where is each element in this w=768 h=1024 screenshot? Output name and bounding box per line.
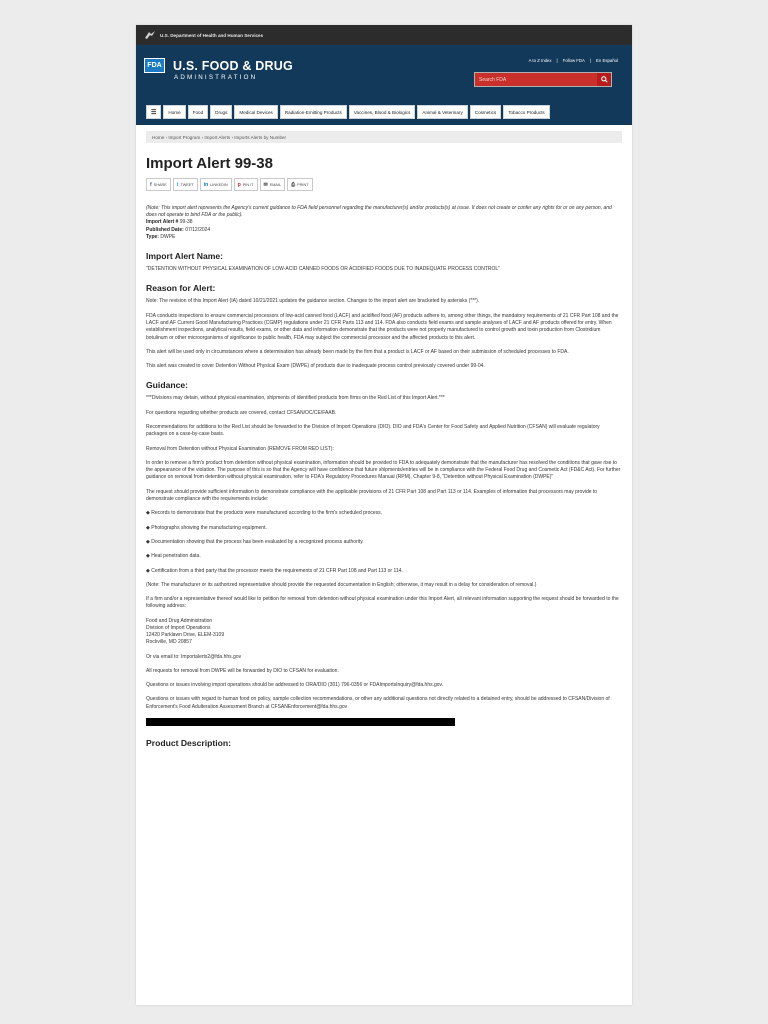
email-icon: ✉	[263, 181, 268, 188]
share-facebook-button[interactable]	[146, 178, 171, 191]
meta-label: Import Alert #	[146, 219, 179, 226]
breadcrumb-import-alerts[interactable]: Import Alerts	[204, 134, 231, 140]
nav-item-food[interactable]: Food	[188, 105, 208, 119]
paragraph: This alert was created to cover Detention Without Physical Exam (DWPE) of products due to inadequate process control previously covered under 99-04.	[146, 363, 485, 370]
util-link-follow[interactable]: Follow FDA	[562, 58, 585, 63]
meta-label: Type:	[146, 233, 159, 240]
paragraph: For questions regarding whether products are covered, contact CFSAN/OC/CE/FAAB.	[146, 409, 337, 416]
mailing-address	[146, 618, 622, 647]
nav-item-drugs[interactable]: Drugs	[210, 105, 232, 119]
paragraph: FDA conducts inspections to ensure commercial processors of low-acid canned food (LACF) and acidified food (AF) products adhere to, among other things, the mandatory requirements of 21 CFR Part 108 and the LACF and AF Current Good Manufacturing Practices (CGMP) regulations under 21 CFR Parts 113 and 114. FDA also conducts field exams and sample analyses of LACF and AF products offered for entry. When establishment inspections, analytical results, field exams, or other data and information demonstrate that the products were not properly manufactured to control growth and toxin production from Clostridium botulinum or other microorganisms of significance to public health, FDA may subject the commercial processor and the affected products to this alert.	[146, 312, 619, 341]
paragraph: Questions or issues with regard to human food on policy, sample collection recommendations, or other any additional questions not directly related to a detained entry, should be addressed to CFSAN/Division of Enforcement's Food Adulteration Assessment Branch at CFSANEnforcement@fda.hhs.gov	[146, 696, 610, 710]
breadcrumb: Home › Import Program › Import Alerts › Imports Alerts by Number	[146, 131, 622, 143]
paragraph: Questions or issues involving import operations should be addressed to ORA/DIO (301) 796-0356 or FDAImportsInquiry@fda.hhs.gov.	[146, 682, 444, 689]
breadcrumb-home[interactable]: Home	[152, 134, 165, 140]
paragraph: Recommendations for additions to the Red List should be forwarded to the Division of Import Operations (DIO). DIO and FDA's Center for Food Safety and Applied Nutrition (CFSAN) will evaluate regulatory packages on a case-by-case basis.	[146, 423, 600, 438]
share-label: PIN IT	[242, 182, 254, 187]
paragraph: If a firm and/or a representative thereof would like to petition for removal from detention without physical examination under this Import Alert, all relevant information supporting the request should be forwarded to the following address:	[146, 596, 619, 610]
util-link-a-to-z[interactable]: A to Z Index	[528, 58, 552, 63]
share-twitter-button[interactable]	[173, 178, 198, 191]
nav-item-vaccines[interactable]: Vaccines, Blood & Biologics	[349, 105, 416, 119]
bullet-item: ◆ Documentation showing that the process has been evaluated by a recognized process authority.	[146, 538, 364, 545]
nav-item-cosmetics[interactable]: Cosmetics	[470, 105, 501, 119]
brand-title[interactable]: U.S. FOOD & DRUG	[173, 59, 293, 73]
bullet-item: ◆ Heat penetration data.	[146, 553, 201, 560]
utility-links	[529, 58, 618, 63]
breadcrumb-by-number[interactable]: Imports Alerts by Number	[234, 134, 287, 140]
nav-item-home[interactable]: Home	[163, 105, 185, 119]
fda-logo[interactable]: FDA	[144, 58, 165, 73]
address-line: 12420 Parklawn Drive, ELEM-3109	[146, 632, 225, 639]
hhs-label[interactable]: U.S. Department of Health and Human Services	[160, 32, 264, 38]
meta-label: Published Date:	[146, 226, 184, 233]
print-button[interactable]	[287, 178, 312, 191]
paragraph: (Note: The manufacturer or its authorized representative should provide the requested documentation in English; otherwise, it may result in a delay for consideration of removal.)	[146, 581, 537, 588]
facebook-icon: f	[150, 181, 152, 188]
search-button[interactable]	[597, 73, 611, 86]
nav-item-animal[interactable]: Animal & Veterinary	[417, 105, 467, 119]
published-date: 07/12/2024	[185, 226, 211, 233]
share-label: LINKEDIN	[210, 182, 228, 187]
search-box	[474, 72, 612, 87]
share-label: EMAIL	[269, 182, 282, 187]
print-icon: ⎙	[291, 181, 296, 188]
import-alert-number: 99-38	[179, 219, 193, 226]
share-linkedin-button[interactable]	[200, 178, 232, 191]
pinterest-icon: p	[237, 181, 241, 188]
divider: |	[556, 58, 558, 63]
guidance-heading: Guidance:	[146, 380, 189, 391]
disclaimer-note: (Note: This import alert represents the Agency's current guidance to FDA field personnel regarding the manufacturer(s) and/or products(s) at issue. It does not create or confer any rights for or on any person, and does not operate to bind FDA or the public).	[146, 205, 612, 219]
nav-item-medical-devices[interactable]: Medical Devices	[234, 105, 277, 119]
product-description-heading: Product Description:	[146, 738, 231, 749]
share-email-button[interactable]	[260, 178, 286, 191]
share-label: SHARE	[153, 182, 167, 187]
alert-type: DWPE	[160, 233, 176, 240]
address-line: Rockville, MD 20857	[146, 639, 192, 646]
page-container	[136, 25, 632, 1005]
paragraph: This alert will be used only in circumstances where a determination has already been made by the firm that a product is LACF or AF based on their submission of scheduled processes to FDA.	[146, 348, 569, 355]
brand-header	[136, 45, 632, 95]
paragraph: All requests for removal from DWPE will be forwarded by DIO to CFSAN for evaluation.	[146, 667, 339, 674]
nav-item-radiation[interactable]: Radiation-Emitting Products	[280, 105, 347, 119]
paragraph: ***Divisions may detain, without physical examination, shipments of identified products from firms on the Red List of this Import Alert.***	[146, 395, 445, 402]
address-line: Division of Import Operations	[146, 624, 211, 631]
paragraph: Removal from Detention without Physical Examination (REMOVE FROM RED LIST):	[146, 445, 334, 452]
page-title: Import Alert 99-38	[146, 155, 273, 172]
alert-name-heading: Import Alert Name:	[146, 251, 224, 262]
divider: |	[589, 58, 592, 63]
alert-name-text: "DETENTION WITHOUT PHYSICAL EXAMINATION OF LOW-ACID CANNED FOODS OR ACIDIFIED FOODS DUE TO INADEQUATE PROCESS CONTROL"	[146, 266, 500, 273]
hhs-bar	[136, 25, 632, 45]
redaction-bar	[146, 718, 455, 726]
linkedin-icon: in	[203, 181, 209, 188]
search-icon	[601, 76, 608, 83]
breadcrumb-import-program[interactable]: Import Program	[168, 134, 201, 140]
share-pinterest-button[interactable]	[234, 178, 258, 191]
share-label: TWEET	[180, 182, 194, 187]
paragraph: Note: The revision of this Import Alert (IA) dated 10/21/2021 updates the guidance section. Changes to the import alert are bracketed by asterisks (***).	[146, 298, 480, 305]
share-label: PRINT	[297, 182, 309, 187]
bullet-item: ◆ Certification from a third party that the processor meets the requirements of 21 CFR Part 108 and Part 113 or 114.	[146, 567, 403, 574]
alert-meta	[146, 219, 622, 241]
bullet-item: ◆ Records to demonstrate that the products were manufactured according to the firm's scheduled process.	[146, 510, 383, 517]
twitter-icon: t	[176, 181, 179, 188]
nav-item-tobacco[interactable]: Tobacco Products	[503, 105, 550, 119]
brand-subtitle: ADMINISTRATION	[174, 74, 258, 81]
share-bar	[146, 178, 622, 191]
main-nav	[136, 95, 632, 125]
main-content	[136, 155, 632, 748]
address-line: Food and Drug Administration	[146, 617, 213, 624]
email-paragraph[interactable]: Or via email to: Importalerts2@fda.hhs.gov	[146, 653, 242, 660]
paragraph: The request should provide sufficient information to demonstrate compliance with the applicable provisions of 21 CFR Part 108 and Part 113 or 114. Examples of information that processors may provide to demonstrate compliance with the requirements include:	[146, 488, 598, 503]
hhs-eagle-icon	[144, 30, 156, 40]
util-link-espanol[interactable]: En Español	[596, 58, 618, 63]
menu-button[interactable]: ☰	[146, 105, 161, 119]
bullet-item: ◆ Photographs showing the manufacturing equipment.	[146, 524, 267, 531]
paragraph: In order to remove a firm's product from detention without physical examination, information should be provided to FDA to adequately demonstrate that the manufacturer has resolved the conditions that gave rise to the appearance of the violation. The purpose of this is so that the Agency will have confidence that future shipments/entries will be in compliance with the Federal Food Drug and Cosmetic Act (FD&C Act). For further guidance on removal from detention without physical examination, refer to FDA's Regulatory Procedures Manual (RPM), Chapter 9-8, "Detention without Physical Examination (DWPE)"	[146, 459, 621, 481]
reason-heading: Reason for Alert:	[146, 283, 216, 294]
search-input[interactable]	[475, 73, 597, 86]
